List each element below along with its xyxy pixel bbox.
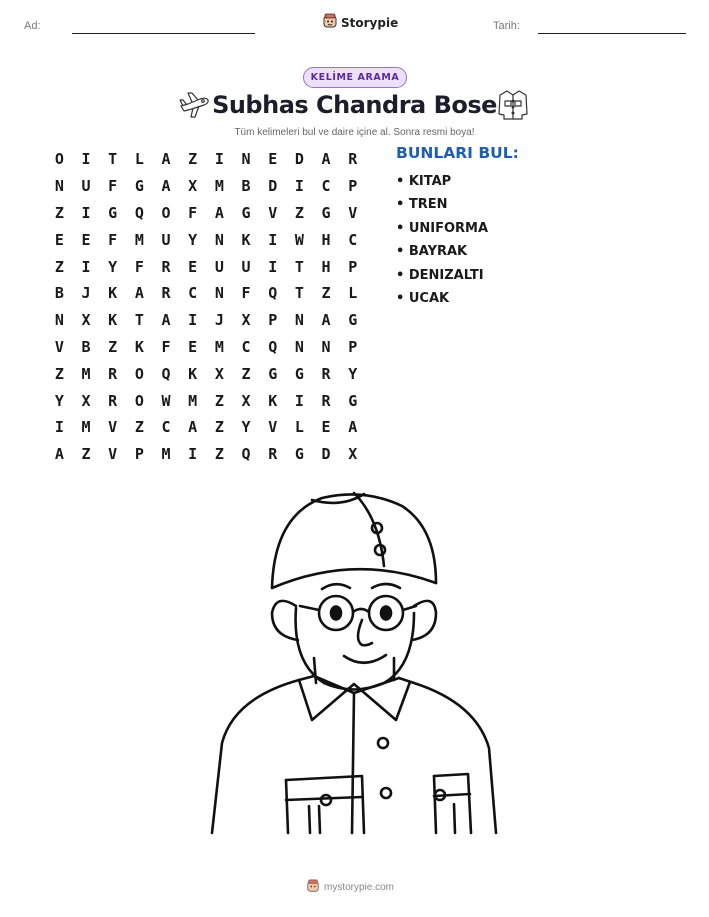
- word-list-title: BUNLARI BUL:: [396, 144, 519, 162]
- grid-letter[interactable]: Z: [321, 284, 331, 303]
- grid-letter[interactable]: R: [161, 284, 171, 303]
- grid-row: [46, 441, 366, 468]
- grid-letter[interactable]: C: [161, 418, 171, 437]
- grid-letter[interactable]: R: [348, 150, 358, 169]
- grid-letter[interactable]: G: [268, 364, 278, 383]
- grid-letter[interactable]: H: [321, 230, 331, 249]
- word-list-item: • TREN: [396, 193, 488, 216]
- grid-letter[interactable]: C: [241, 337, 251, 356]
- grid-letter[interactable]: F: [188, 203, 198, 222]
- grid-letter[interactable]: K: [108, 311, 118, 330]
- footer: [306, 878, 394, 897]
- grid-letter[interactable]: L: [348, 284, 358, 303]
- grid-letter[interactable]: F: [161, 337, 171, 356]
- grid-letter[interactable]: C: [348, 230, 358, 249]
- grid-letter[interactable]: V: [348, 203, 358, 222]
- grid-letter[interactable]: I: [294, 391, 304, 410]
- word-list-item: • KITAP: [396, 170, 488, 193]
- grid-letter[interactable]: Q: [134, 203, 144, 222]
- grid-row: [46, 414, 366, 441]
- grid-letter[interactable]: U: [161, 230, 171, 249]
- grid-letter[interactable]: A: [348, 418, 358, 437]
- grid-letter[interactable]: K: [241, 230, 251, 249]
- grid-letter[interactable]: M: [188, 391, 198, 410]
- storypie-logo-icon: [306, 878, 320, 897]
- grid-letter[interactable]: X: [348, 445, 358, 464]
- grid-letter[interactable]: G: [134, 177, 144, 196]
- grid-letter[interactable]: X: [214, 364, 224, 383]
- grid-letter[interactable]: T: [134, 311, 144, 330]
- grid-letter[interactable]: F: [241, 284, 251, 303]
- grid-letter[interactable]: N: [54, 177, 64, 196]
- grid-letter[interactable]: W: [161, 391, 171, 410]
- grid-letter[interactable]: T: [108, 150, 118, 169]
- grid-letter[interactable]: F: [134, 257, 144, 276]
- grid-letter[interactable]: L: [134, 150, 144, 169]
- grid-letter[interactable]: P: [348, 257, 358, 276]
- grid-letter[interactable]: C: [188, 284, 198, 303]
- grid-row: [46, 387, 366, 414]
- grid-letter[interactable]: V: [268, 418, 278, 437]
- grid-letter[interactable]: Z: [214, 391, 224, 410]
- grid-letter[interactable]: M: [161, 445, 171, 464]
- grid-letter[interactable]: X: [81, 311, 91, 330]
- grid-letter[interactable]: I: [214, 150, 224, 169]
- word-list-item: • BAYRAK: [396, 240, 488, 263]
- grid-letter[interactable]: N: [241, 150, 251, 169]
- grid-letter[interactable]: I: [54, 418, 64, 437]
- grid-letter[interactable]: Z: [108, 337, 118, 356]
- grid-letter[interactable]: P: [268, 311, 278, 330]
- grid-row: [46, 146, 366, 173]
- grid-letter[interactable]: U: [81, 177, 91, 196]
- grid-letter[interactable]: Z: [241, 364, 251, 383]
- page-title: Subhas Chandra Bose: [212, 91, 497, 119]
- grid-letter[interactable]: N: [214, 284, 224, 303]
- footer-url: mystorypie.com: [324, 882, 395, 893]
- grid-letter[interactable]: I: [81, 150, 91, 169]
- grid-letter[interactable]: Z: [54, 364, 64, 383]
- grid-letter[interactable]: T: [294, 257, 304, 276]
- word-search-grid[interactable]: [46, 146, 366, 468]
- grid-letter[interactable]: G: [294, 445, 304, 464]
- grid-row: [46, 360, 366, 387]
- grid-letter[interactable]: N: [294, 311, 304, 330]
- grid-letter[interactable]: Q: [268, 284, 278, 303]
- word-list-item: • UCAK: [396, 287, 488, 310]
- grid-letter[interactable]: G: [348, 391, 358, 410]
- grid-letter[interactable]: I: [81, 203, 91, 222]
- grid-letter[interactable]: R: [268, 445, 278, 464]
- grid-letter[interactable]: A: [161, 311, 171, 330]
- grid-letter[interactable]: X: [241, 311, 251, 330]
- grid-row: [46, 200, 366, 227]
- grid-row: [46, 226, 366, 253]
- grid-letter[interactable]: R: [321, 364, 331, 383]
- grid-letter[interactable]: N: [54, 311, 64, 330]
- portrait-illustration: [204, 488, 504, 842]
- grid-letter[interactable]: P: [348, 177, 358, 196]
- grid-letter[interactable]: Y: [54, 391, 64, 410]
- grid-letter[interactable]: V: [108, 418, 118, 437]
- grid-letter[interactable]: V: [54, 337, 64, 356]
- grid-letter[interactable]: I: [268, 230, 278, 249]
- grid-letter[interactable]: Y: [348, 364, 358, 383]
- grid-letter[interactable]: E: [54, 230, 64, 249]
- grid-letter[interactable]: V: [268, 203, 278, 222]
- grid-letter[interactable]: X: [81, 391, 91, 410]
- grid-letter[interactable]: N: [294, 337, 304, 356]
- grid-letter[interactable]: F: [108, 230, 118, 249]
- grid-letter[interactable]: X: [188, 177, 198, 196]
- grid-letter[interactable]: K: [108, 284, 118, 303]
- grid-letter[interactable]: U: [214, 257, 224, 276]
- word-list-item: • UNIFORMA: [396, 217, 488, 240]
- grid-row: [46, 253, 366, 280]
- brand-name: Storypie: [341, 16, 399, 30]
- grid-letter[interactable]: D: [294, 150, 304, 169]
- date-label: Tarih:: [493, 20, 520, 32]
- instructions: Tüm kelimeleri bul ve daire içine al. Sonra resmi boya!: [234, 127, 475, 138]
- grid-letter[interactable]: G: [241, 203, 251, 222]
- grid-letter[interactable]: M: [81, 364, 91, 383]
- grid-letter[interactable]: E: [188, 257, 198, 276]
- grid-letter[interactable]: M: [134, 230, 144, 249]
- category-badge: KELİME ARAMA: [303, 67, 407, 88]
- grid-letter[interactable]: K: [134, 337, 144, 356]
- grid-letter[interactable]: G: [348, 311, 358, 330]
- grid-letter[interactable]: Z: [214, 418, 224, 437]
- grid-letter[interactable]: G: [294, 364, 304, 383]
- grid-letter[interactable]: P: [134, 445, 144, 464]
- grid-letter[interactable]: R: [108, 391, 118, 410]
- grid-letter[interactable]: G: [321, 203, 331, 222]
- grid-letter[interactable]: O: [134, 391, 144, 410]
- grid-letter[interactable]: E: [268, 150, 278, 169]
- grid-letter[interactable]: O: [54, 150, 64, 169]
- grid-letter[interactable]: Y: [108, 257, 118, 276]
- date-line[interactable]: [538, 33, 686, 34]
- grid-letter[interactable]: N: [214, 230, 224, 249]
- grid-letter[interactable]: F: [108, 177, 118, 196]
- grid-letter[interactable]: H: [321, 257, 331, 276]
- grid-letter[interactable]: P: [348, 337, 358, 356]
- grid-letter[interactable]: I: [268, 257, 278, 276]
- grid-letter[interactable]: O: [134, 364, 144, 383]
- grid-letter[interactable]: A: [161, 150, 171, 169]
- grid-letter[interactable]: Z: [81, 445, 91, 464]
- grid-letter[interactable]: Z: [294, 203, 304, 222]
- grid-letter[interactable]: Q: [161, 364, 171, 383]
- grid-letter[interactable]: C: [321, 177, 331, 196]
- word-list: [396, 170, 488, 310]
- grid-row: [46, 334, 366, 361]
- grid-letter[interactable]: E: [321, 418, 331, 437]
- grid-row: [46, 173, 366, 200]
- name-label: Ad:: [24, 20, 41, 32]
- grid-letter[interactable]: Y: [188, 230, 198, 249]
- grid-letter[interactable]: Z: [54, 203, 64, 222]
- grid-letter[interactable]: T: [294, 284, 304, 303]
- grid-letter[interactable]: A: [214, 203, 224, 222]
- grid-letter[interactable]: G: [108, 203, 118, 222]
- grid-letter[interactable]: J: [81, 284, 91, 303]
- grid-letter[interactable]: Z: [188, 150, 198, 169]
- grid-letter[interactable]: A: [54, 445, 64, 464]
- grid-letter[interactable]: D: [321, 445, 331, 464]
- grid-row: [46, 307, 366, 334]
- grid-letter[interactable]: I: [188, 445, 198, 464]
- grid-letter[interactable]: A: [161, 177, 171, 196]
- grid-letter[interactable]: Z: [54, 257, 64, 276]
- grid-letter[interactable]: Q: [241, 445, 251, 464]
- grid-letter[interactable]: Z: [214, 445, 224, 464]
- grid-letter[interactable]: I: [81, 257, 91, 276]
- grid-letter[interactable]: A: [188, 418, 198, 437]
- grid-letter[interactable]: Z: [134, 418, 144, 437]
- storypie-logo-icon: [322, 13, 338, 33]
- grid-letter[interactable]: B: [241, 177, 251, 196]
- grid-letter[interactable]: E: [188, 337, 198, 356]
- grid-letter[interactable]: M: [81, 418, 91, 437]
- grid-letter[interactable]: J: [214, 311, 224, 330]
- grid-letter[interactable]: D: [268, 177, 278, 196]
- grid-letter[interactable]: I: [294, 177, 304, 196]
- grid-letter[interactable]: M: [214, 177, 224, 196]
- grid-letter[interactable]: K: [188, 364, 198, 383]
- word-list-item: • DENIZALTI: [396, 264, 488, 287]
- grid-letter[interactable]: X: [241, 391, 251, 410]
- grid-letter[interactable]: B: [54, 284, 64, 303]
- grid-letter[interactable]: I: [188, 311, 198, 330]
- grid-letter[interactable]: K: [268, 391, 278, 410]
- grid-letter[interactable]: L: [294, 418, 304, 437]
- grid-letter[interactable]: U: [241, 257, 251, 276]
- grid-letter[interactable]: Q: [268, 337, 278, 356]
- uniform-jacket-icon: [496, 88, 530, 126]
- name-line[interactable]: [72, 33, 255, 34]
- grid-letter[interactable]: R: [321, 391, 331, 410]
- grid-letter[interactable]: B: [81, 337, 91, 356]
- brand: [322, 13, 398, 33]
- grid-letter[interactable]: A: [321, 311, 331, 330]
- grid-row: [46, 280, 366, 307]
- grid-letter[interactable]: N: [321, 337, 331, 356]
- grid-letter[interactable]: E: [81, 230, 91, 249]
- grid-letter[interactable]: A: [134, 284, 144, 303]
- grid-letter[interactable]: W: [294, 230, 304, 249]
- grid-letter[interactable]: M: [214, 337, 224, 356]
- grid-letter[interactable]: A: [321, 150, 331, 169]
- grid-letter[interactable]: R: [108, 364, 118, 383]
- grid-letter[interactable]: Y: [241, 418, 251, 437]
- grid-letter[interactable]: V: [108, 445, 118, 464]
- grid-letter[interactable]: R: [161, 257, 171, 276]
- grid-letter[interactable]: O: [161, 203, 171, 222]
